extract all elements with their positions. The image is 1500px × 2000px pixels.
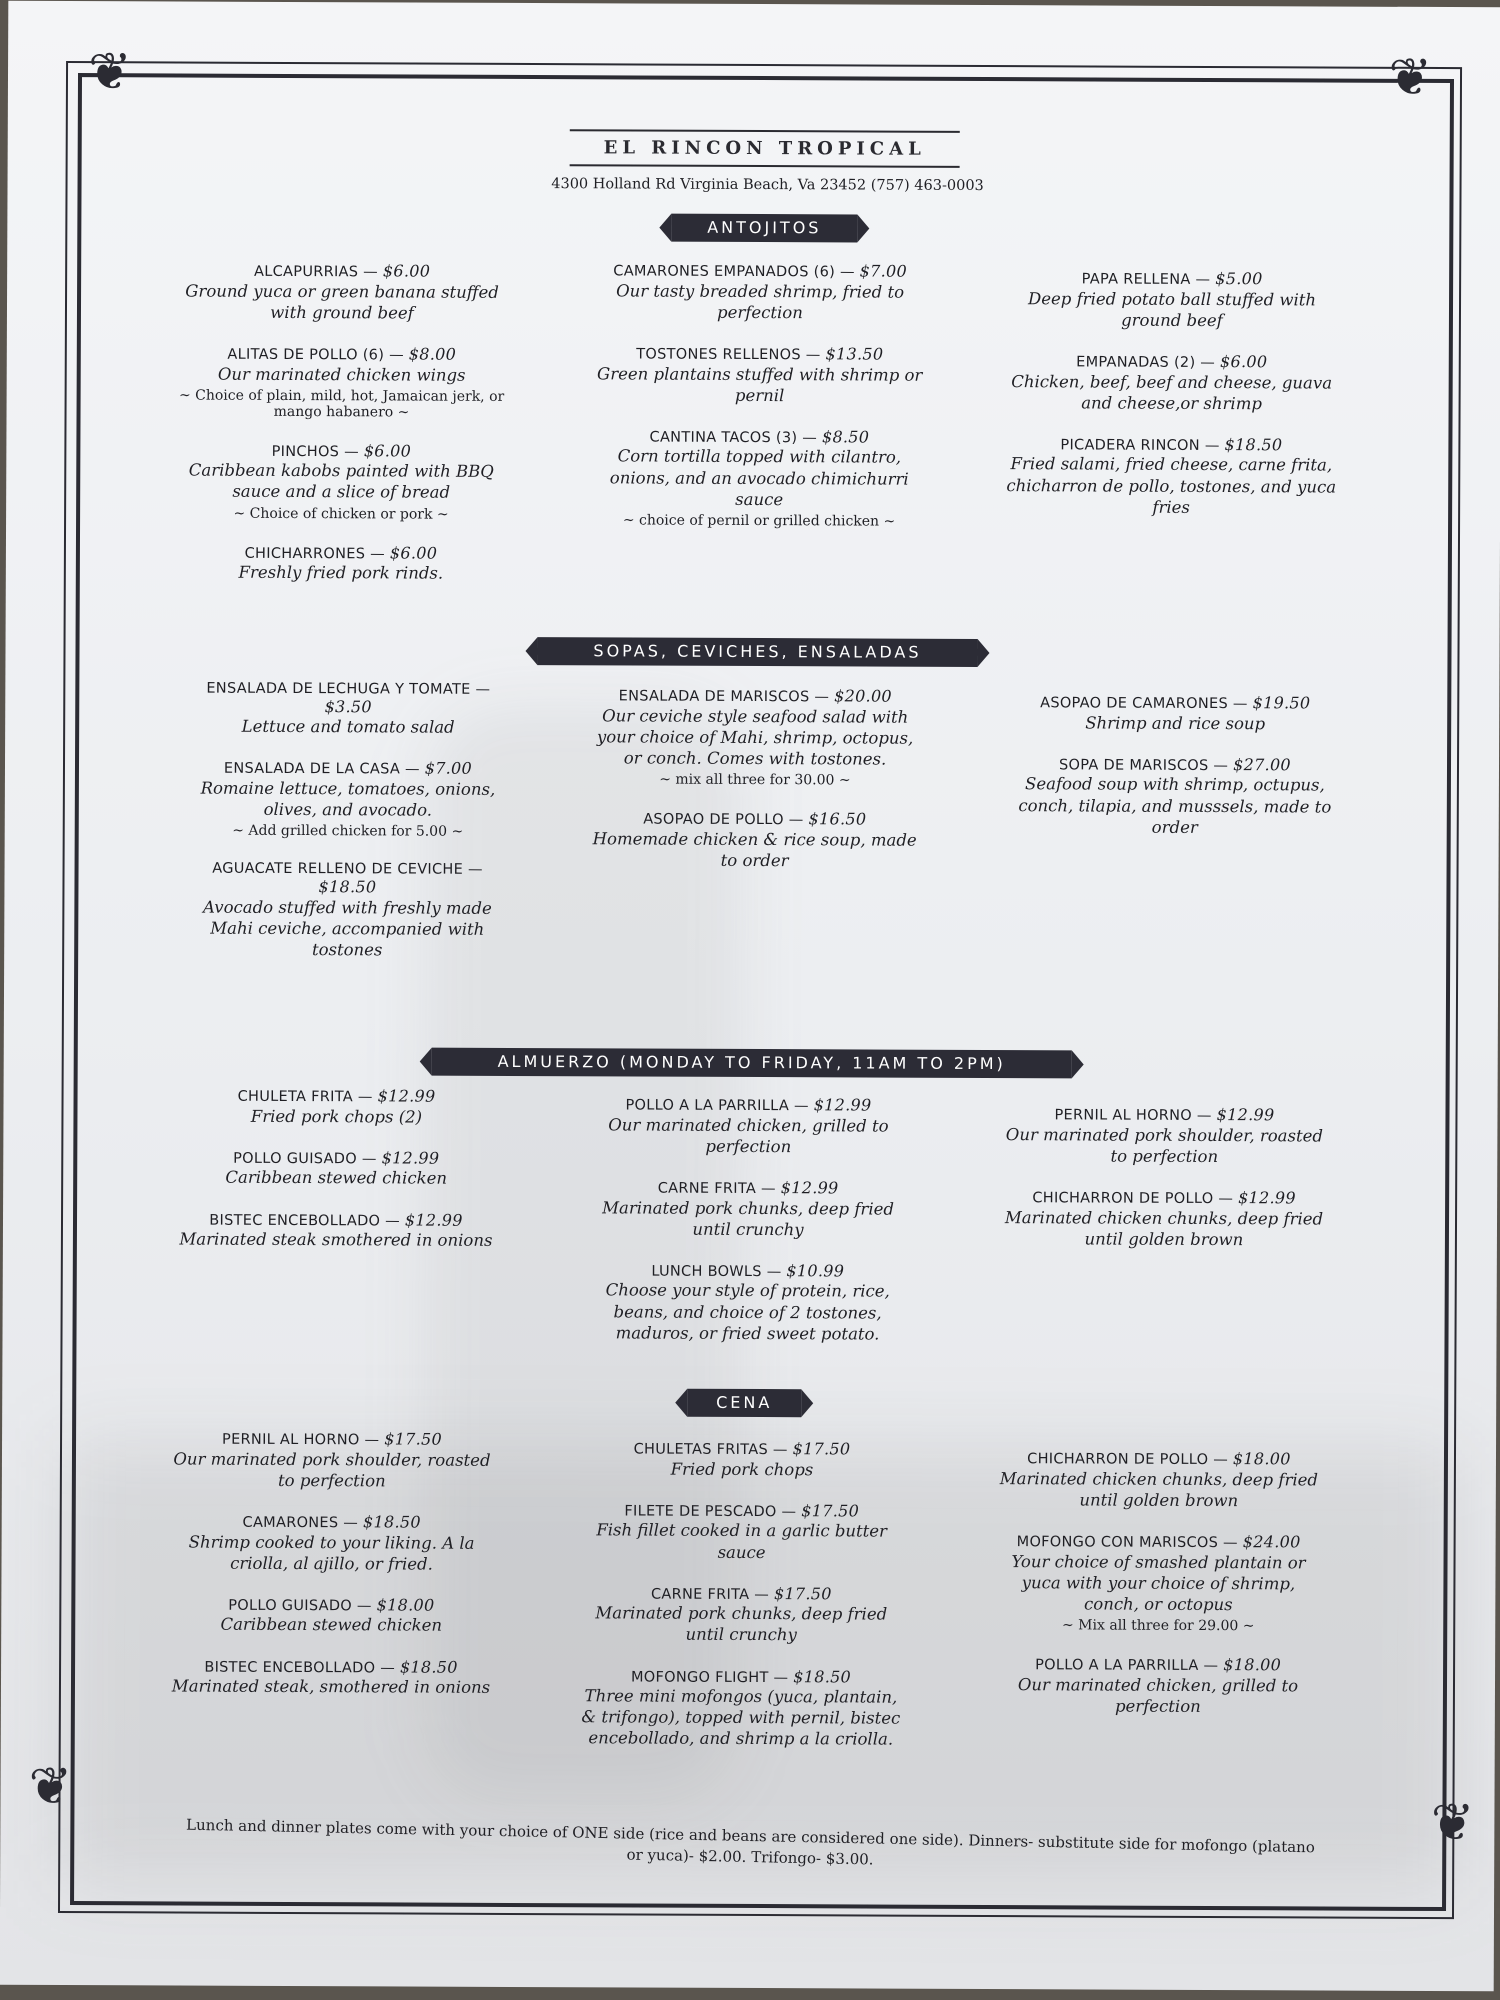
- menu-item-heading: [994, 1449, 1324, 1469]
- menu-item-price: $10.99: [786, 1260, 845, 1281]
- menu-item-name: LUNCH BOWLS —: [651, 1263, 782, 1280]
- menu-item-description: Deep fried potato ball stuffed with ground beef: [1027, 288, 1317, 330]
- menu-item-name: MOFONGO CON MARISCOS —: [1016, 1534, 1238, 1552]
- menu-item-name: CARNE FRITA —: [650, 1586, 770, 1603]
- menu-item-note: ~ choice of pernil or grilled chicken ~: [622, 512, 896, 530]
- menu-item-description: Corn tortilla topped with cilantro, onions, and an avocado chimichurri sauce: [609, 446, 909, 509]
- menu-item-description: Our marinated chicken, grilled to perfection: [608, 1115, 889, 1156]
- menu-item-description: Your choice of smashed plantain or yuca with your choice of shrimp, conch, or octopus: [1011, 1551, 1306, 1614]
- menu-item-name: ENSALADA DE MARISCOS —: [618, 688, 830, 706]
- menu-item: [1010, 693, 1340, 734]
- menu-item-price: $12.99: [780, 1178, 839, 1198]
- menu-item-heading: [183, 681, 513, 718]
- menu-item-price: $7.00: [424, 759, 473, 779]
- menu-item-heading: [994, 1532, 1324, 1552]
- sopas-col-3: [1010, 693, 1341, 860]
- menu-item-description: Our ceviche style seafood salad with your choice of Mahi, shrimp, octopus, or conch. Comes with tostones.: [596, 706, 914, 769]
- menu-item-name: ASOPAO DE POLLO —: [643, 811, 804, 829]
- sopas-col-2: [589, 686, 920, 893]
- menu-item-price: $18.50: [318, 877, 377, 897]
- menu-item: [177, 261, 507, 323]
- menu-item-heading: [594, 427, 924, 447]
- menu-item-description: Romaine lettuce, tomatoes, onions, olives, and avocado.: [200, 778, 496, 820]
- menu-item-name: CAMARONES —: [242, 1514, 359, 1532]
- menu-item-heading: [167, 1429, 497, 1449]
- menu-item-description: Shrimp cooked to your liking. A la criolla, al ajillo, or fried.: [188, 1532, 475, 1574]
- footer-note: Lunch and dinner plates come with your choice of ONE side (rice and beans are considered one side). Dinners- substitute side for mofongo (platano or yuca)- $2.00. Trifongo- $3.00.: [185, 1815, 1316, 1869]
- menu-item-description: Ground yuca or green banana stuffed with ground beef: [185, 281, 499, 323]
- menu-item-name: ALITAS DE POLLO (6) —: [227, 346, 404, 364]
- menu-item-name: PERNIL AL HORNO —: [222, 1431, 380, 1449]
- menu-item-description: Choose your style of protein, rice, beans, and choice of 2 tostones, maduros, or fried sweet potato.: [605, 1280, 890, 1344]
- menu-item-price: $12.99: [813, 1095, 872, 1115]
- menu-item-price: $18.00: [1223, 1654, 1282, 1675]
- menu-item: [171, 1210, 501, 1251]
- menu-item-description: Our marinated chicken wings: [217, 364, 466, 385]
- menu-item-heading: [1010, 693, 1340, 713]
- section-banner-cena: CENA: [687, 1389, 801, 1417]
- menu-item-name: CHICHARRON DE POLLO —: [1027, 1451, 1229, 1469]
- menu-item-heading: [177, 261, 507, 281]
- menu-item-heading: [1007, 352, 1337, 372]
- section-banner-sopas: SOPAS, CEVICHES, ENSALADAS: [537, 637, 977, 667]
- menu-item-name: ENSALADA DE LECHUGA Y TOMATE —: [206, 680, 491, 698]
- menu-item: [582, 1261, 912, 1344]
- menu-item-heading: [171, 1210, 501, 1230]
- menu-item-heading: [1010, 755, 1340, 775]
- menu-item-name: CANTINA TACOS (3) —: [649, 429, 818, 447]
- menu-item: [166, 1595, 496, 1636]
- menu-item: [583, 1095, 913, 1157]
- menu-item-heading: [176, 543, 506, 563]
- menu-item: [167, 1429, 497, 1491]
- menu-item-name: ENSALADA DE LA CASA —: [223, 761, 420, 779]
- menu-item-description: Three mini mofongos (yuca, plantain, & trifongo), topped with pernil, bistec encebollado, and shrimp a la criolla.: [581, 1686, 901, 1750]
- menu-item: [576, 1667, 906, 1750]
- menu-item-heading: [176, 441, 506, 461]
- menu-item-heading: [166, 1657, 496, 1677]
- corner-flourish-icon: ❦: [1430, 1792, 1475, 1854]
- menu-item-name: BISTEC ENCEBOLLADO —: [204, 1659, 396, 1677]
- menu-item-name: CHULETAS FRITAS —: [633, 1441, 788, 1459]
- menu-item-name: PICADERA RINCON —: [1060, 437, 1220, 454]
- almuerzo-col-3: [999, 1105, 1330, 1272]
- menu-item-price: $12.99: [1216, 1105, 1275, 1125]
- cena-col-2: [576, 1439, 907, 1772]
- antojitos-col-1: [176, 261, 507, 606]
- menu-item-description: Fried salami, fried cheese, carne frita, chicharron de pollo, tostones, and yuca fries: [1006, 454, 1337, 517]
- menu-item-name: POLLO GUISADO —: [233, 1150, 377, 1168]
- menu-item-price: $12.99: [1238, 1188, 1296, 1208]
- menu-item-heading: [183, 759, 513, 779]
- menu-item-description: Shrimp and rice soup: [1085, 713, 1266, 733]
- menu-item-price: $6.00: [363, 440, 412, 461]
- menu-item: [594, 427, 924, 529]
- menu-item-heading: [1006, 435, 1336, 455]
- menu-item-name: EMPANADAS (2) —: [1076, 354, 1216, 371]
- menu-item-note: ~ Mix all three for 29.00 ~: [1061, 1617, 1255, 1635]
- menu-item-description: Marinated pork chunks, deep fried until crunchy: [595, 1603, 888, 1645]
- cena-col-1: [166, 1429, 497, 1720]
- almuerzo-col-2: [582, 1095, 913, 1366]
- menu-item: [577, 1501, 907, 1563]
- menu-item-description: Avocado stuffed with freshly made Mahi ceviche, accompanied with tostones: [202, 897, 492, 960]
- menu-item: [171, 1086, 501, 1127]
- menu-item-heading: [577, 1501, 907, 1521]
- menu-item-price: $18.00: [376, 1595, 435, 1615]
- menu-item-price: $8.00: [408, 344, 457, 364]
- menu-item-note: ~ mix all three for 30.00 ~: [659, 771, 851, 789]
- menu-item-price: $17.50: [384, 1429, 443, 1449]
- corner-flourish-icon: ❦: [1388, 47, 1433, 108]
- menu-item-heading: [177, 344, 507, 364]
- menu-item-name: SOPA DE MARISCOS —: [1059, 757, 1229, 774]
- menu-item-description: Marinated steak smothered in onions: [179, 1229, 493, 1251]
- menu-item-description: Marinated chicken chunks, deep fried until golden brown: [1004, 1207, 1324, 1249]
- menu-item-heading: [590, 686, 920, 706]
- menu-item: [577, 1439, 907, 1480]
- menu-item-price: $18.50: [363, 1512, 421, 1532]
- menu-item-name: PAPA RELLENA —: [1081, 271, 1211, 288]
- menu-item-price: $8.50: [821, 427, 870, 447]
- menu-item: [183, 681, 513, 739]
- menu-item-name: ALCAPURRIAS —: [254, 263, 379, 281]
- menu-item-price: $18.50: [793, 1666, 852, 1687]
- menu-item-price: $5.00: [1215, 269, 1263, 289]
- menu-item-heading: [182, 861, 512, 898]
- menu-item-name: POLLO GUISADO —: [228, 1597, 372, 1615]
- menu-item: [590, 686, 920, 788]
- menu-item-description: Fried pork chops (2): [250, 1106, 423, 1127]
- menu-item-description: Our marinated pork shoulder, roasted to perfection: [173, 1449, 491, 1491]
- restaurant-address: 4300 Holland Rd Virginia Beach, Va 23452 (757) 463-0003: [551, 176, 984, 195]
- menu-item: [993, 1532, 1323, 1634]
- menu-item-price: $12.99: [377, 1086, 436, 1106]
- menu-item-price: $16.50: [808, 809, 867, 829]
- menu-item-name: PINCHOS —: [271, 443, 359, 460]
- menu-item-description: Freshly fried pork rinds.: [238, 562, 444, 583]
- menu-item: [176, 441, 506, 522]
- sopas-col-1: [182, 681, 513, 983]
- menu-item-description: Green plantains stuffed with shrimp or pernil: [597, 363, 923, 405]
- menu-item: [999, 1105, 1329, 1167]
- menu-item-name: CHULETA FRITA —: [237, 1088, 373, 1106]
- menu-item: [166, 1512, 496, 1574]
- menu-item-description: Fish fillet cooked in a garlic butter sauce: [596, 1520, 888, 1562]
- menu-item-heading: [595, 261, 925, 281]
- menu-item-name: CARNE FRITA —: [657, 1180, 776, 1198]
- menu-item-price: $27.00: [1233, 754, 1291, 775]
- menu-item-name: BISTEC ENCEBOLLADO —: [209, 1212, 401, 1230]
- menu-item-name: CAMARONES EMPANADOS (6) —: [613, 263, 855, 281]
- menu-item: [993, 1655, 1323, 1717]
- cena-col-3: [993, 1449, 1324, 1739]
- restaurant-name: EL RINCON TROPICAL: [570, 129, 960, 168]
- menu-item-price: $24.00: [1242, 1532, 1301, 1552]
- menu-item-note: ~ Choice of chicken or pork ~: [233, 505, 449, 523]
- menu-item-heading: [166, 1595, 496, 1615]
- menu-item-heading: [999, 1105, 1329, 1125]
- corner-flourish-icon: ❦: [28, 1756, 73, 1818]
- menu-item-description: Homemade chicken & rice soup, made to order: [592, 828, 917, 870]
- menu-item-heading: [576, 1667, 906, 1687]
- menu-item-description: Chicken, beef, beef and cheese, guava and cheese,or shrimp: [1011, 371, 1333, 413]
- menu-item-heading: [172, 1086, 502, 1106]
- menu-item-name: TOSTONES RELLENOS —: [636, 346, 821, 364]
- menu-item-description: Marinated pork chunks, deep fried until crunchy: [602, 1197, 894, 1239]
- menu-item-price: $13.50: [825, 344, 884, 364]
- menu-item: [576, 1584, 906, 1646]
- menu-item-price: $12.99: [404, 1210, 463, 1230]
- menu-item-name: FILETE DE PESCADO —: [624, 1503, 797, 1520]
- menu-item: [1010, 755, 1340, 838]
- menu-item-price: $6.00: [1220, 351, 1268, 372]
- menu-item-price: $19.50: [1252, 693, 1311, 713]
- menu-item-description: Caribbean stewed chicken: [220, 1615, 443, 1636]
- menu-item-description: Fried pork chops: [670, 1459, 814, 1479]
- menu-item: [176, 543, 506, 584]
- menu-item: [583, 1178, 913, 1240]
- menu-item: [1006, 435, 1336, 518]
- menu-item-heading: [1007, 269, 1337, 289]
- menu-item-price: $18.50: [399, 1657, 458, 1677]
- menu-item-heading: [583, 1178, 913, 1198]
- corner-flourish-icon: ❦: [87, 42, 132, 103]
- menu-item-heading: [595, 344, 925, 364]
- menu-item-heading: [583, 1095, 913, 1115]
- menu-item-note: ~ Choice of plain, mild, hot, Jamaican jerk, or mango habanero ~: [178, 387, 505, 421]
- menu-item: [595, 344, 925, 406]
- menu-item-heading: [583, 1261, 913, 1281]
- menu-item-price: $3.50: [324, 696, 372, 717]
- menu-item-heading: [999, 1188, 1329, 1208]
- menu-item-price: $20.00: [834, 686, 892, 706]
- menu-item: [999, 1188, 1329, 1250]
- menu-item: [590, 809, 920, 871]
- menu-item-heading: [577, 1439, 907, 1459]
- menu-item-price: $17.50: [801, 1501, 860, 1521]
- menu-item-description: Caribbean kabobs painted with BBQ sauce and a slice of bread: [188, 460, 494, 503]
- menu-item-heading: [590, 809, 920, 829]
- menu-item-name: ASOPAO DE CAMARONES —: [1040, 695, 1248, 713]
- menu-item: [1007, 269, 1337, 331]
- menu-paper: [0, 1, 1500, 1992]
- menu-item-description: Marinated chicken chunks, deep fried until golden brown: [999, 1468, 1319, 1510]
- antojitos-col-2: [594, 261, 925, 551]
- menu-item-description: Seafood soup with shrimp, octupus, conch, tilapia, and musssels, made to order: [1018, 774, 1332, 837]
- menu-item-name: POLLO A LA PARRILLA —: [1035, 1657, 1219, 1674]
- menu-item-price: $17.50: [773, 1583, 832, 1604]
- menu-item-price: $6.00: [389, 542, 438, 563]
- menu-item: [1007, 352, 1337, 414]
- menu-item-description: Lettuce and tomato salad: [241, 717, 455, 738]
- menu-item-heading: [167, 1512, 497, 1532]
- menu-item: [182, 861, 512, 961]
- menu-item-description: Our marinated pork shoulder, roasted to perfection: [1005, 1124, 1323, 1166]
- menu-item-heading: [576, 1584, 906, 1604]
- menu-item: [183, 759, 513, 840]
- menu-item-name: AGUACATE RELLENO DE CEVICHE —: [212, 860, 483, 879]
- menu-item-name: MOFONGO FLIGHT —: [630, 1669, 789, 1686]
- menu-item-price: $18.00: [1232, 1449, 1291, 1469]
- menu-item-description: Marinated steak, smothered in onions: [171, 1676, 491, 1698]
- menu-item-price: $6.00: [382, 261, 431, 281]
- menu-item-description: Caribbean stewed chicken: [225, 1168, 448, 1189]
- menu-item: [171, 1148, 501, 1189]
- menu-item: [994, 1449, 1324, 1511]
- antojitos-col-3: [1006, 269, 1337, 540]
- menu-item-name: CHICHARRON DE POLLO —: [1032, 1190, 1234, 1207]
- menu-item-name: POLLO A LA PARRILLA —: [625, 1097, 809, 1115]
- menu-item-note: ~ Add grilled chicken for 5.00 ~: [232, 823, 464, 841]
- menu-item-heading: [993, 1655, 1323, 1675]
- menu-item-price: $18.50: [1224, 434, 1283, 455]
- menu-item: [595, 261, 925, 323]
- section-banner-antojitos: ANTOJITOS: [671, 214, 857, 243]
- almuerzo-col-1: [171, 1086, 502, 1273]
- menu-item-name: PERNIL AL HORNO —: [1054, 1107, 1212, 1125]
- menu-item-price: $12.99: [381, 1148, 440, 1168]
- section-banner-almuerzo: ALMUERZO (MONDAY TO FRIDAY, 11AM TO 2PM): [432, 1048, 1072, 1079]
- menu-item-description: Our marinated chicken, grilled to perfection: [1017, 1674, 1299, 1716]
- menu-item: [166, 1657, 496, 1698]
- menu-item-price: $7.00: [859, 261, 908, 281]
- menu-item-description: Our tasty breaded shrimp, fried to perfection: [616, 281, 905, 323]
- menu-item-heading: [171, 1148, 501, 1168]
- menu-item: [177, 344, 507, 420]
- menu-item-price: $17.50: [792, 1439, 851, 1459]
- menu-item-name: CHICHARRONES —: [244, 545, 386, 562]
